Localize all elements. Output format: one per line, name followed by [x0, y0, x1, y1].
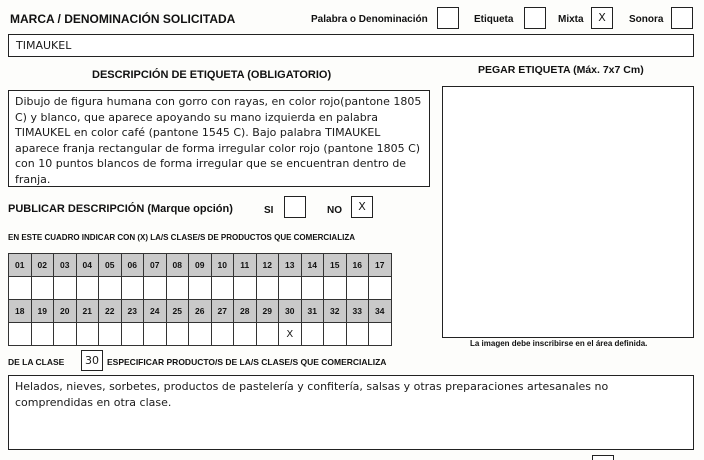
type-checkbox-palabra[interactable] — [437, 7, 459, 29]
mark-name-field[interactable]: TIMAUKEL — [8, 34, 694, 57]
class-mark-cell[interactable] — [99, 323, 122, 346]
class-mark-cell[interactable] — [346, 323, 369, 346]
class-mark-cell[interactable] — [324, 323, 347, 346]
class-number: 05 — [99, 254, 122, 277]
class-mark-cell[interactable] — [324, 277, 347, 300]
type-label-sonora: Sonora — [629, 14, 664, 25]
cut-off-checkbox[interactable] — [592, 455, 614, 460]
classes-grid — [8, 253, 392, 346]
class-mark-cell[interactable] — [256, 323, 279, 346]
class-number: 22 — [99, 300, 122, 323]
class-mark-cell[interactable] — [144, 323, 167, 346]
class-number: 02 — [31, 254, 54, 277]
class-mark-cell[interactable] — [31, 277, 54, 300]
class-number: 08 — [166, 254, 189, 277]
class-number: 28 — [234, 300, 257, 323]
classes-row-2-marks — [9, 323, 392, 346]
class-number: 23 — [121, 300, 144, 323]
publish-label: PUBLICAR DESCRIPCIÓN (Marque opción) — [8, 203, 233, 215]
class-mark-cell[interactable] — [369, 323, 392, 346]
class-mark-cell[interactable] — [234, 323, 257, 346]
class-number: 32 — [324, 300, 347, 323]
class-number: 10 — [211, 254, 234, 277]
class-number: 27 — [211, 300, 234, 323]
classes-instruction: EN ESTE CUADRO INDICAR CON (X) LA/S CLASE/S DE PRODUCTOS QUE COMERCIALIZA — [8, 233, 355, 242]
products-textarea[interactable]: Helados, nieves, sorbetes, productos de pastelería y confitería, salsas y otras preparaciones artesanales no comprendidas en otra clase. — [8, 375, 694, 450]
class-mark-cell[interactable] — [279, 277, 302, 300]
class-number: 24 — [144, 300, 167, 323]
class-number: 26 — [189, 300, 212, 323]
publish-no-label: NO — [327, 205, 342, 216]
class-mark-cell[interactable] — [54, 323, 77, 346]
class-number: 17 — [369, 254, 392, 277]
type-label-mixta: Mixta — [558, 14, 584, 25]
class-mark-cell[interactable] — [54, 277, 77, 300]
class-mark-cell[interactable] — [234, 277, 257, 300]
class-number: 20 — [54, 300, 77, 323]
description-textarea[interactable]: Dibujo de figura humana con gorro con rayas, en color rojo(pantone 1805 C) y blanco, que aparece apoyando su mano izquierda en palabra TIMAUKEL en color café (pantone 1545 C). Bajo palabra TIMAUKEL aparece franja rectangular de forma irregular color rojo (pantone 1805 C) con 10 puntos blancos de forma irregular que se encuentran dentro de franja. — [8, 90, 430, 187]
class-number: 04 — [76, 254, 99, 277]
class-mark-cell[interactable] — [301, 277, 324, 300]
class-number: 03 — [54, 254, 77, 277]
class-mark-cell[interactable] — [76, 277, 99, 300]
class-number: 25 — [166, 300, 189, 323]
class-mark-cell[interactable] — [346, 277, 369, 300]
class-mark-cell[interactable] — [121, 277, 144, 300]
class-number: 13 — [279, 254, 302, 277]
class-number: 31 — [301, 300, 324, 323]
type-checkbox-etiqueta[interactable] — [524, 7, 546, 29]
class-mark-cell[interactable] — [301, 323, 324, 346]
class-mark-cell[interactable] — [9, 277, 32, 300]
class-number: 11 — [234, 254, 257, 277]
class-spec-prefix: DE LA CLASE — [8, 357, 65, 367]
class-number: 34 — [369, 300, 392, 323]
class-mark-cell[interactable] — [369, 277, 392, 300]
label-area-note: La imagen debe inscribirse en el área definida. — [470, 339, 648, 348]
description-heading: DESCRIPCIÓN DE ETIQUETA (OBLIGATORIO) — [92, 69, 332, 81]
class-spec-suffix: ESPECIFICAR PRODUCTO/S DE LA/S CLASE/S QUE COMERCIALIZA — [107, 357, 387, 367]
class-mark-cell[interactable] — [211, 277, 234, 300]
class-number: 12 — [256, 254, 279, 277]
class-mark-cell[interactable] — [189, 323, 212, 346]
type-label-palabra: Palabra o Denominación — [311, 14, 428, 25]
class-number: 21 — [76, 300, 99, 323]
class-number: 15 — [324, 254, 347, 277]
class-mark-cell[interactable] — [189, 277, 212, 300]
class-number: 01 — [9, 254, 32, 277]
class-mark-cell[interactable] — [121, 323, 144, 346]
class-number: 16 — [346, 254, 369, 277]
label-area-heading: PEGAR ETIQUETA (Máx. 7x7 Cm) — [478, 64, 644, 76]
class-number: 30 — [279, 300, 302, 323]
class-mark-cell[interactable] — [166, 323, 189, 346]
type-checkbox-sonora[interactable] — [671, 7, 693, 29]
class-mark-cell[interactable] — [166, 277, 189, 300]
classes-row-1-marks — [9, 277, 392, 300]
class-number: 06 — [121, 254, 144, 277]
class-mark-cell[interactable] — [256, 277, 279, 300]
publish-no-checkbox[interactable]: X — [351, 196, 373, 218]
class-number: 29 — [256, 300, 279, 323]
class-number: 19 — [31, 300, 54, 323]
class-mark-cell[interactable] — [144, 277, 167, 300]
section-title: MARCA / DENOMINACIÓN SOLICITADA — [10, 12, 236, 26]
class-number: 18 — [9, 300, 32, 323]
type-checkbox-mixta[interactable]: X — [591, 7, 613, 29]
class-mark-cell[interactable] — [99, 277, 122, 300]
type-label-etiqueta: Etiqueta — [474, 14, 514, 25]
class-number: 07 — [144, 254, 167, 277]
class-number: 09 — [189, 254, 212, 277]
class-number: 33 — [346, 300, 369, 323]
class-mark-cell[interactable] — [76, 323, 99, 346]
publish-yes-checkbox[interactable] — [284, 196, 306, 218]
publish-yes-label: SI — [264, 205, 274, 216]
class-number-field[interactable]: 30 — [81, 350, 103, 371]
class-mark-cell[interactable] — [9, 323, 32, 346]
class-mark-cell[interactable] — [211, 323, 234, 346]
class-number: 14 — [301, 254, 324, 277]
class-mark-cell[interactable]: X — [279, 323, 302, 346]
class-mark-cell[interactable] — [31, 323, 54, 346]
classes-row-1-numbers — [9, 254, 392, 277]
label-paste-area — [442, 86, 694, 338]
classes-row-2-numbers — [9, 300, 392, 323]
